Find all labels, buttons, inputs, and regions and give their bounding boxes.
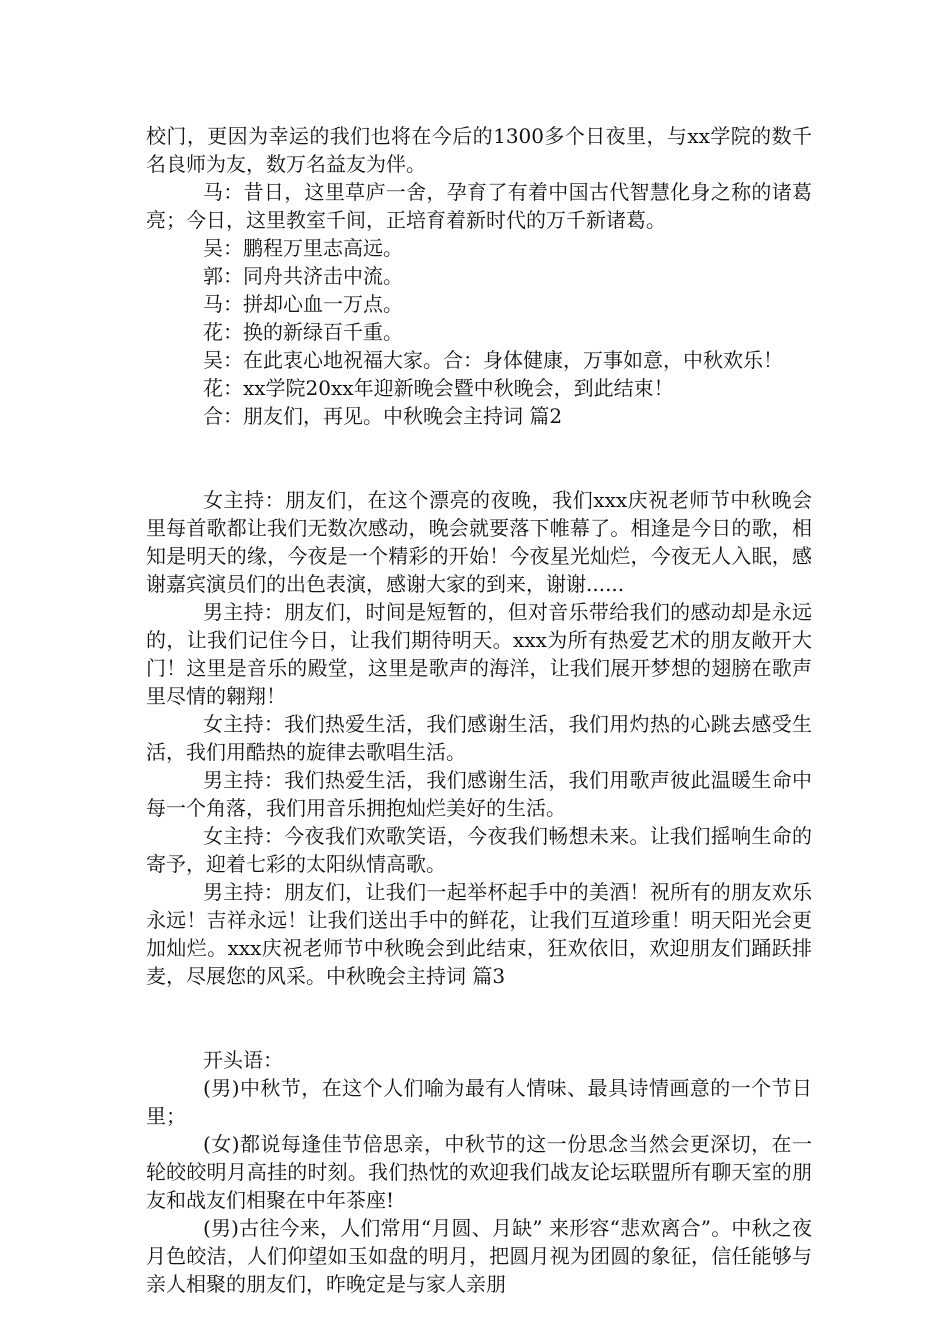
paragraph-15: 女主持：今夜我们欢歌笑语，今夜我们畅想未来。让我们摇响生命的寄予，迎着七彩的太阳纵情高歌。	[146, 824, 812, 876]
paragraph-14: 男主持：我们热爱生活，我们感谢生活，我们用歌声彼此温暖生命中每一个角落，我们用音乐拥抱灿烂美好的生活。	[146, 768, 812, 820]
section-gap	[146, 430, 812, 486]
paragraph-5: 马：拼却心血一万点。	[203, 292, 403, 316]
paragraph-1: 校门，更因为幸运的我们也将在今后的1300多个日夜里，与xx学院的数千名良师为友，数万名益友为伴。	[146, 124, 812, 176]
paragraph-11: 女主持：朋友们，在这个漂亮的夜晚，我们xxx庆祝老师节中秋晚会里每首歌都让我们无数次感动，晚会就要落下帷幕了。相逢是今日的歌，相知是明天的缘，今夜是一个精彩的开始！今夜星光灿烂，今夜无人入眠，感谢嘉宾演员们的出色表演，感谢大家的到来，谢谢......	[146, 488, 812, 596]
paragraph-9: 合：朋友们，再见。中秋晚会主持词 篇2	[203, 404, 563, 428]
paragraph-4: 郭：同舟共济击中流。	[203, 264, 403, 288]
paragraph-12: 男主持：朋友们，时间是短暂的，但对音乐带给我们的感动却是永远的，让我们记住今日，让我们期待明天。xxx为所有热爱艺术的朋友敞开大门！这里是音乐的殿堂，这里是歌声的海洋，让我们展开梦想的翅膀在歌声里尽情的翱翔！	[146, 600, 812, 708]
paragraph-3: 吴：鹏程万里志高远。	[203, 236, 403, 260]
paragraph-2: 马：昔日，这里草庐一舍，孕育了有着中国古代智慧化身之称的诸葛亮；今日，这里教室千间，正培育着新时代的万千新诸葛。	[146, 180, 812, 232]
paragraph-13: 女主持：我们热爱生活，我们感谢生活，我们用灼热的心跳去感受生活，我们用酷热的旋律去歌唱生活。	[146, 712, 812, 764]
paragraph-7: 吴：在此衷心地祝福大家。合：身体健康，万事如意，中秋欢乐！	[203, 348, 783, 372]
paragraph-6: 花：换的新绿百千重。	[203, 320, 403, 344]
paragraph-20: (女)都说每逢佳节倍思亲，中秋节的这一份思念当然会更深切，在一轮皎皎明月高挂的时刻。我们热忱的欢迎我们战友论坛联盟所有聊天室的朋友和战友们相聚在中年茶座!	[146, 1132, 812, 1212]
paragraph-16: 男主持：朋友们，让我们一起举杯起手中的美酒！祝所有的朋友欢乐永远！吉祥永远！让我们送出手中的鲜花，让我们互道珍重！明天阳光会更加灿烂。xxx庆祝老师节中秋晚会到此结束，狂欢依旧，欢迎朋友们踊跃排麦，尽展您的风采。中秋晚会主持词 篇3	[146, 880, 812, 988]
paragraph-18: 开头语：	[203, 1048, 283, 1072]
paragraph-21: (男)古往今来，人们常用“月圆、月缺” 来形容“悲欢离合”。中秋之夜月色皎洁，人们仰望如玉如盘的明月，把圆月视为团圆的象征，信任能够与亲人相聚的朋友们，昨晚定是与家人亲朋	[146, 1216, 812, 1296]
paragraph-8: 花：xx学院20xx年迎新晚会暨中秋晚会，到此结束！	[203, 376, 674, 400]
document-body	[146, 122, 812, 1298]
paragraph-19: (男)中秋节，在这个人们喻为最有人情味、最具诗情画意的一个节日里；	[146, 1076, 812, 1128]
section-gap	[146, 990, 812, 1046]
